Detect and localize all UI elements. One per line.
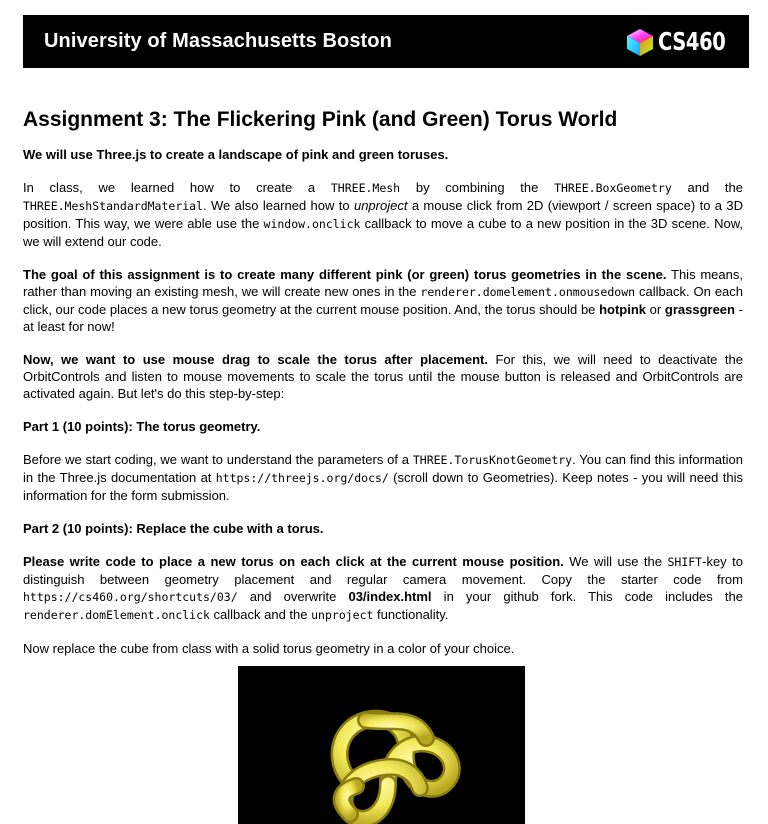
paragraph-mouse-drag: Now, we want to use mouse drag to scale the torus after placement. For this, we will need to deactivate the OrbitControls and listen to mouse movements to scale the torus until the mouse button is released and OrbitControls are activated again. But let's do this step-by-step: — [23, 352, 743, 401]
page-title: Assignment 3: The Flickering Pink (and Green) Torus World — [23, 108, 618, 131]
threejs-docs-link[interactable]: https://threejs.org/docs/ — [215, 471, 389, 485]
course-code: CS460 — [658, 27, 726, 56]
yellow-torus-knot-render — [238, 666, 525, 824]
paragraph-replace-cube: Now replace the cube from class with a solid torus geometry in a color of your choice. — [23, 641, 515, 656]
university-title: University of Massachusetts Boston — [44, 30, 392, 52]
header-banner — [23, 15, 749, 68]
part2-heading: Part 2 (10 points): Replace the cube with a torus. — [23, 521, 324, 536]
intro-paragraph: We will use Three.js to create a landscape of pink and green toruses. — [23, 147, 449, 162]
torus-knot-render — [238, 666, 525, 824]
paragraph-goal: The goal of this assignment is to create many different pink (or green) torus geometries in the scene. This means, rather than moving an existing mesh, we will create new ones in the renderer.domelement.onmousedown callback. On each click, our code places a new torus geometry at the current mouse position. And, the torus should be hotpink or grassgreen - at least for now! — [23, 267, 744, 334]
paragraph-part1: Before we start coding, we want to understand the parameters of a THREE.TorusKnotGeometry. You can find this information in the Three.js documentation at https://threejs.org/docs/ (scroll down to Geometries). Keep notes - you will need this information for the form submission. — [23, 452, 743, 503]
assignment-content — [23, 106, 743, 657]
rgb-cube-icon — [625, 27, 655, 57]
part1-heading: Part 1 (10 points): The torus geometry. — [23, 419, 261, 434]
starter-code-link[interactable]: https://cs460.org/shortcuts/03/ — [23, 590, 238, 604]
cs460-logo — [625, 27, 731, 57]
paragraph-class-recap: In class, we learned how to create a THREE.Mesh by combining the THREE.BoxGeometry and the THREE.MeshStandardMaterial. We also learned how to unproject a mouse click from 2D (viewport / screen space) to a 3D position. This way, we were able use the window.onclick callback to move a cube to a new position in the 3D scene. Now, we will extend our code. — [23, 180, 744, 249]
paragraph-part2: Please write code to place a new torus on each click at the current mouse position. We will use the SHIFT-key to distinguish between geometry placement and regular camera movement. Copy the starter code from https://cs460.org/shortcuts/03/ and overwrite 03/index.html in your github fork. This code includes the renderer.domElement.onclick callback and the unproject functionality. — [23, 554, 743, 622]
